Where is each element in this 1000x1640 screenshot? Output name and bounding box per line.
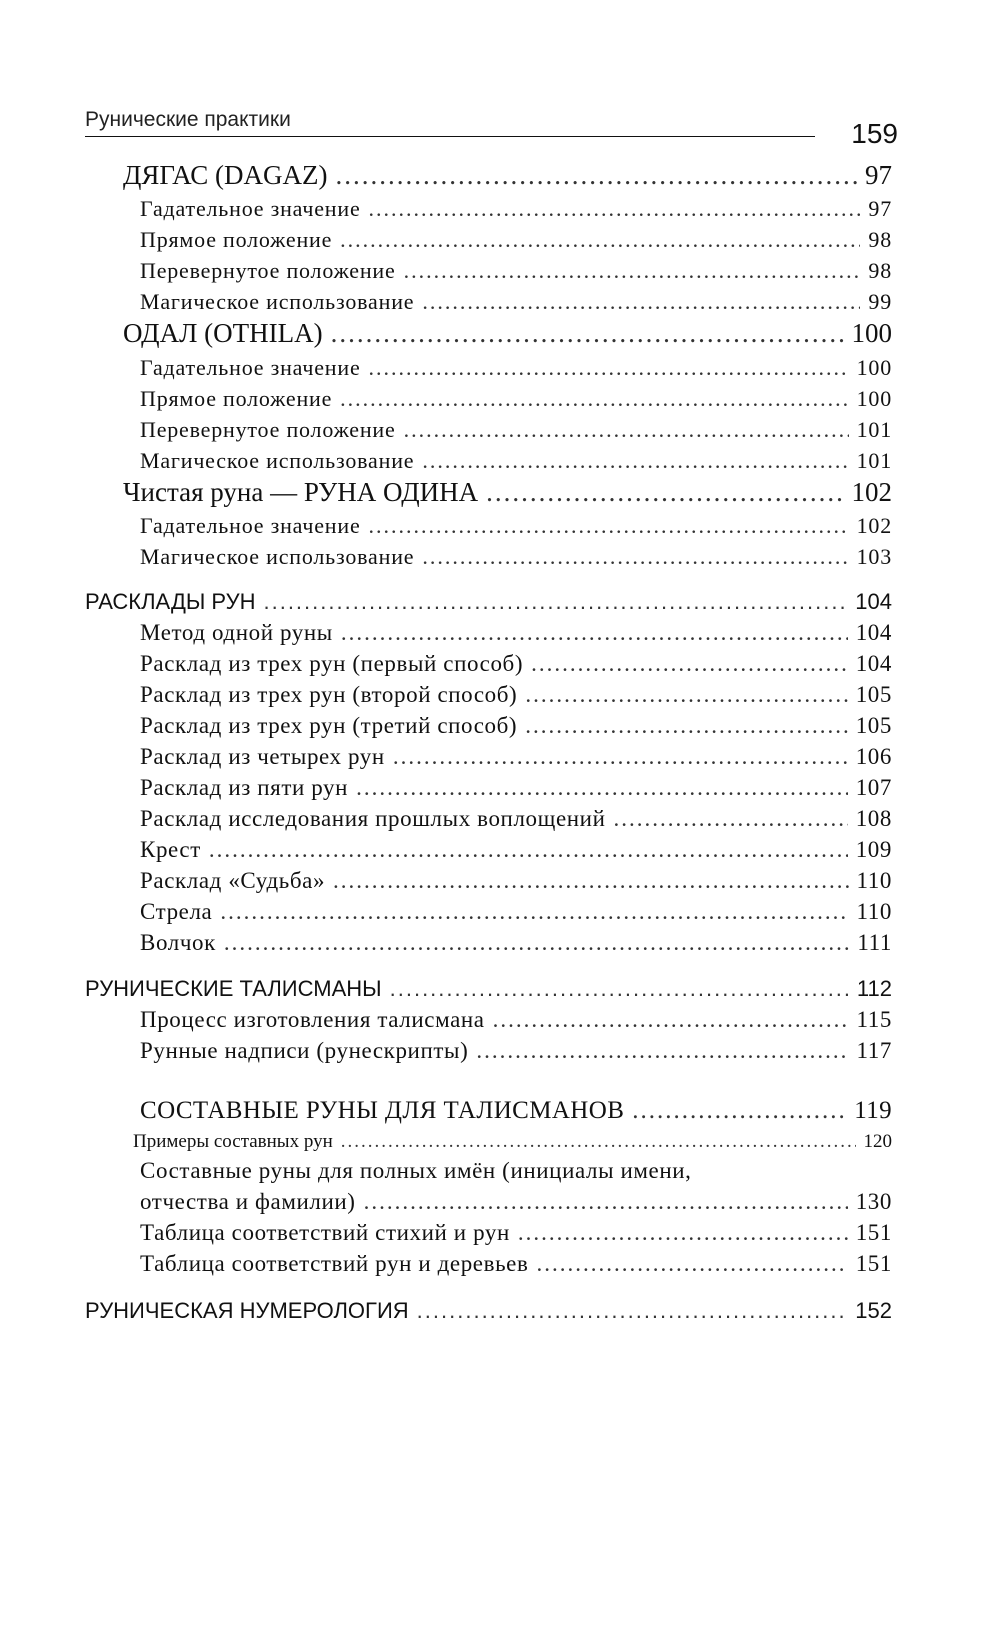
toc-page: 115 <box>856 1007 892 1032</box>
toc-leader <box>613 806 847 832</box>
toc-title: Расклад из трех рун (второй способ) <box>140 682 518 707</box>
toc-leader <box>369 355 849 381</box>
toc-title: ДЯГАС (DAGAZ) <box>123 160 328 190</box>
toc-entry <box>140 1251 892 1277</box>
toc-page: 106 <box>855 744 892 769</box>
running-head: Рунические практики <box>85 108 815 137</box>
toc-leader <box>390 976 849 1002</box>
toc-page: 112 <box>856 976 892 1001</box>
toc-title: Прямое положение <box>140 227 333 252</box>
toc-title: Чистая руна — РУНА ОДИНА <box>123 477 479 507</box>
toc-title: Волчок <box>140 930 216 955</box>
toc-page: 111 <box>857 930 892 955</box>
toc-entry <box>140 806 892 832</box>
toc-entry <box>140 651 892 677</box>
toc-entry-rune-heading <box>123 318 892 349</box>
toc-entry <box>140 620 892 646</box>
toc-page: 99 <box>868 289 892 314</box>
toc-title: Перевернутое положение <box>140 417 396 442</box>
toc-leader <box>531 651 848 677</box>
toc-title: Процесс изготовления талисмана <box>140 1007 485 1032</box>
toc-page: 105 <box>855 682 892 707</box>
toc-leader <box>525 713 848 739</box>
toc-entry <box>140 258 892 284</box>
toc-title: Магическое использование <box>140 544 415 569</box>
toc-entry-rune-heading <box>123 160 892 191</box>
toc-page: 103 <box>856 544 892 569</box>
toc-entry <box>140 448 892 474</box>
toc-entry <box>140 930 892 956</box>
toc-title: Таблица соответствий рун и деревьев <box>140 1251 529 1276</box>
toc-entry <box>140 744 892 770</box>
toc-leader <box>422 544 848 570</box>
toc-title: Стрела <box>140 899 213 924</box>
toc-leader <box>369 513 849 539</box>
toc-leader <box>369 196 861 222</box>
toc-leader <box>476 1038 848 1064</box>
toc-entry <box>140 544 892 570</box>
toc-title: Магическое использование <box>140 448 415 473</box>
toc-title: Магическое использование <box>140 289 415 314</box>
toc-page: 100 <box>856 355 892 380</box>
toc-page: 100 <box>856 386 892 411</box>
toc-title: Гадательное значение <box>140 355 361 380</box>
toc-leader <box>422 289 860 315</box>
toc-title: Расклад из пяти рун <box>140 775 349 800</box>
toc-entry <box>140 1007 892 1033</box>
toc-title: Примеры составных рун <box>133 1131 333 1152</box>
toc-leader <box>335 160 857 191</box>
toc-page: 119 <box>854 1097 892 1124</box>
toc-entry <box>140 417 892 443</box>
toc-title: РУНИЧЕСКАЯ НУМЕРОЛОГИЯ <box>85 1298 409 1323</box>
toc-page: 98 <box>868 258 892 283</box>
toc-page: 101 <box>856 448 892 473</box>
toc-leader <box>393 744 848 770</box>
toc-page: 101 <box>856 417 892 442</box>
toc-entry <box>140 868 892 894</box>
toc-page: 151 <box>855 1251 892 1276</box>
toc-entry <box>140 355 892 381</box>
toc-title: Расклад «Судьба» <box>140 868 326 893</box>
toc-page: 109 <box>855 837 892 862</box>
toc-entry <box>140 1189 892 1215</box>
toc-page: 104 <box>855 620 892 645</box>
toc-page: 102 <box>856 513 892 538</box>
toc-leader <box>333 868 849 894</box>
toc-leader <box>220 899 848 925</box>
toc-entry <box>140 196 892 222</box>
toc-page: 110 <box>856 868 892 893</box>
toc-leader <box>356 775 848 801</box>
toc-entry <box>140 513 892 539</box>
toc-leader <box>331 318 844 349</box>
toc-title: Прямое положение <box>140 386 333 411</box>
toc-entry <box>140 837 892 863</box>
toc-entry <box>133 1131 892 1153</box>
toc-leader <box>224 930 850 956</box>
toc-leader <box>518 1220 848 1246</box>
toc-title: СОСТАВНЫЕ РУНЫ ДЛЯ ТАЛИСМАНОВ <box>140 1097 625 1124</box>
toc-leader <box>263 589 847 615</box>
toc-entry <box>140 227 892 253</box>
toc-page: 97 <box>868 196 892 221</box>
toc-page: 97 <box>865 160 892 190</box>
toc-title: Метод одной руны <box>140 620 333 645</box>
toc-entry <box>140 1038 892 1064</box>
toc-page: 98 <box>868 227 892 252</box>
toc-page: 151 <box>855 1220 892 1245</box>
toc-section-heading <box>85 976 892 1002</box>
toc-title: ОДАЛ (OTHILA) <box>123 318 323 348</box>
toc-title: Рунные надписи (рунескрипты) <box>140 1038 469 1063</box>
toc-title: Перевернутое положение <box>140 258 396 283</box>
toc-title: Расклад из четырех рун <box>140 744 385 769</box>
toc-entry <box>140 289 892 315</box>
toc-entry <box>140 899 892 925</box>
toc-page: 107 <box>855 775 892 800</box>
toc-leader <box>422 448 848 474</box>
toc-title: Составные руны для полных имён (инициалы имени, <box>140 1158 692 1183</box>
toc-title: Гадательное значение <box>140 196 361 221</box>
toc-title: Расклад из трех рун (первый способ) <box>140 651 524 676</box>
toc-page: 104 <box>855 589 892 614</box>
toc-entry-rune-heading <box>123 477 892 508</box>
toc-entry <box>140 713 892 739</box>
toc-title: отчества и фамилии) <box>140 1189 356 1214</box>
toc-section-heading <box>85 589 892 615</box>
toc-title: РАСКЛАДЫ РУН <box>85 589 256 614</box>
toc-entry <box>140 386 892 412</box>
toc-page: 117 <box>856 1038 892 1063</box>
toc-entry <box>140 682 892 708</box>
toc-page: 130 <box>855 1189 892 1214</box>
toc-leader <box>209 837 848 863</box>
toc-leader <box>404 417 849 443</box>
toc-leader <box>364 1189 848 1215</box>
toc-leader <box>341 620 848 646</box>
toc-section-heading <box>85 1298 892 1324</box>
toc-page: 120 <box>863 1131 892 1152</box>
toc-leader <box>340 386 848 412</box>
toc-leader <box>632 1097 846 1125</box>
toc-title: Расклад из трех рун (третий способ) <box>140 713 518 738</box>
toc-entry <box>140 775 892 801</box>
toc-entry-continued <box>140 1158 892 1184</box>
toc-entry <box>140 1220 892 1246</box>
toc-page: 110 <box>856 899 892 924</box>
toc-page: 100 <box>851 318 892 348</box>
toc-title: Гадательное значение <box>140 513 361 538</box>
toc-page: 108 <box>855 806 892 831</box>
toc-leader <box>340 227 860 253</box>
toc-leader <box>493 1007 849 1033</box>
toc-page: 105 <box>855 713 892 738</box>
toc-page: 102 <box>851 477 892 507</box>
toc-title: Расклад исследования прошлых воплощений <box>140 806 606 831</box>
toc-title: РУНИЧЕСКИЕ ТАЛИСМАНЫ <box>85 976 382 1001</box>
toc-leader <box>525 682 847 708</box>
toc-subsection-heading <box>140 1097 892 1125</box>
toc-page: 104 <box>855 651 892 676</box>
toc-title: Крест <box>140 837 201 862</box>
toc-leader <box>417 1298 848 1324</box>
toc-page: 152 <box>855 1298 892 1323</box>
page-number: 159 <box>851 118 898 149</box>
toc-leader <box>404 258 861 284</box>
toc-title: Таблица соответствий стихий и рун <box>140 1220 510 1245</box>
toc-leader <box>486 477 843 508</box>
toc-leader <box>341 1131 856 1153</box>
toc-leader <box>536 1251 847 1277</box>
